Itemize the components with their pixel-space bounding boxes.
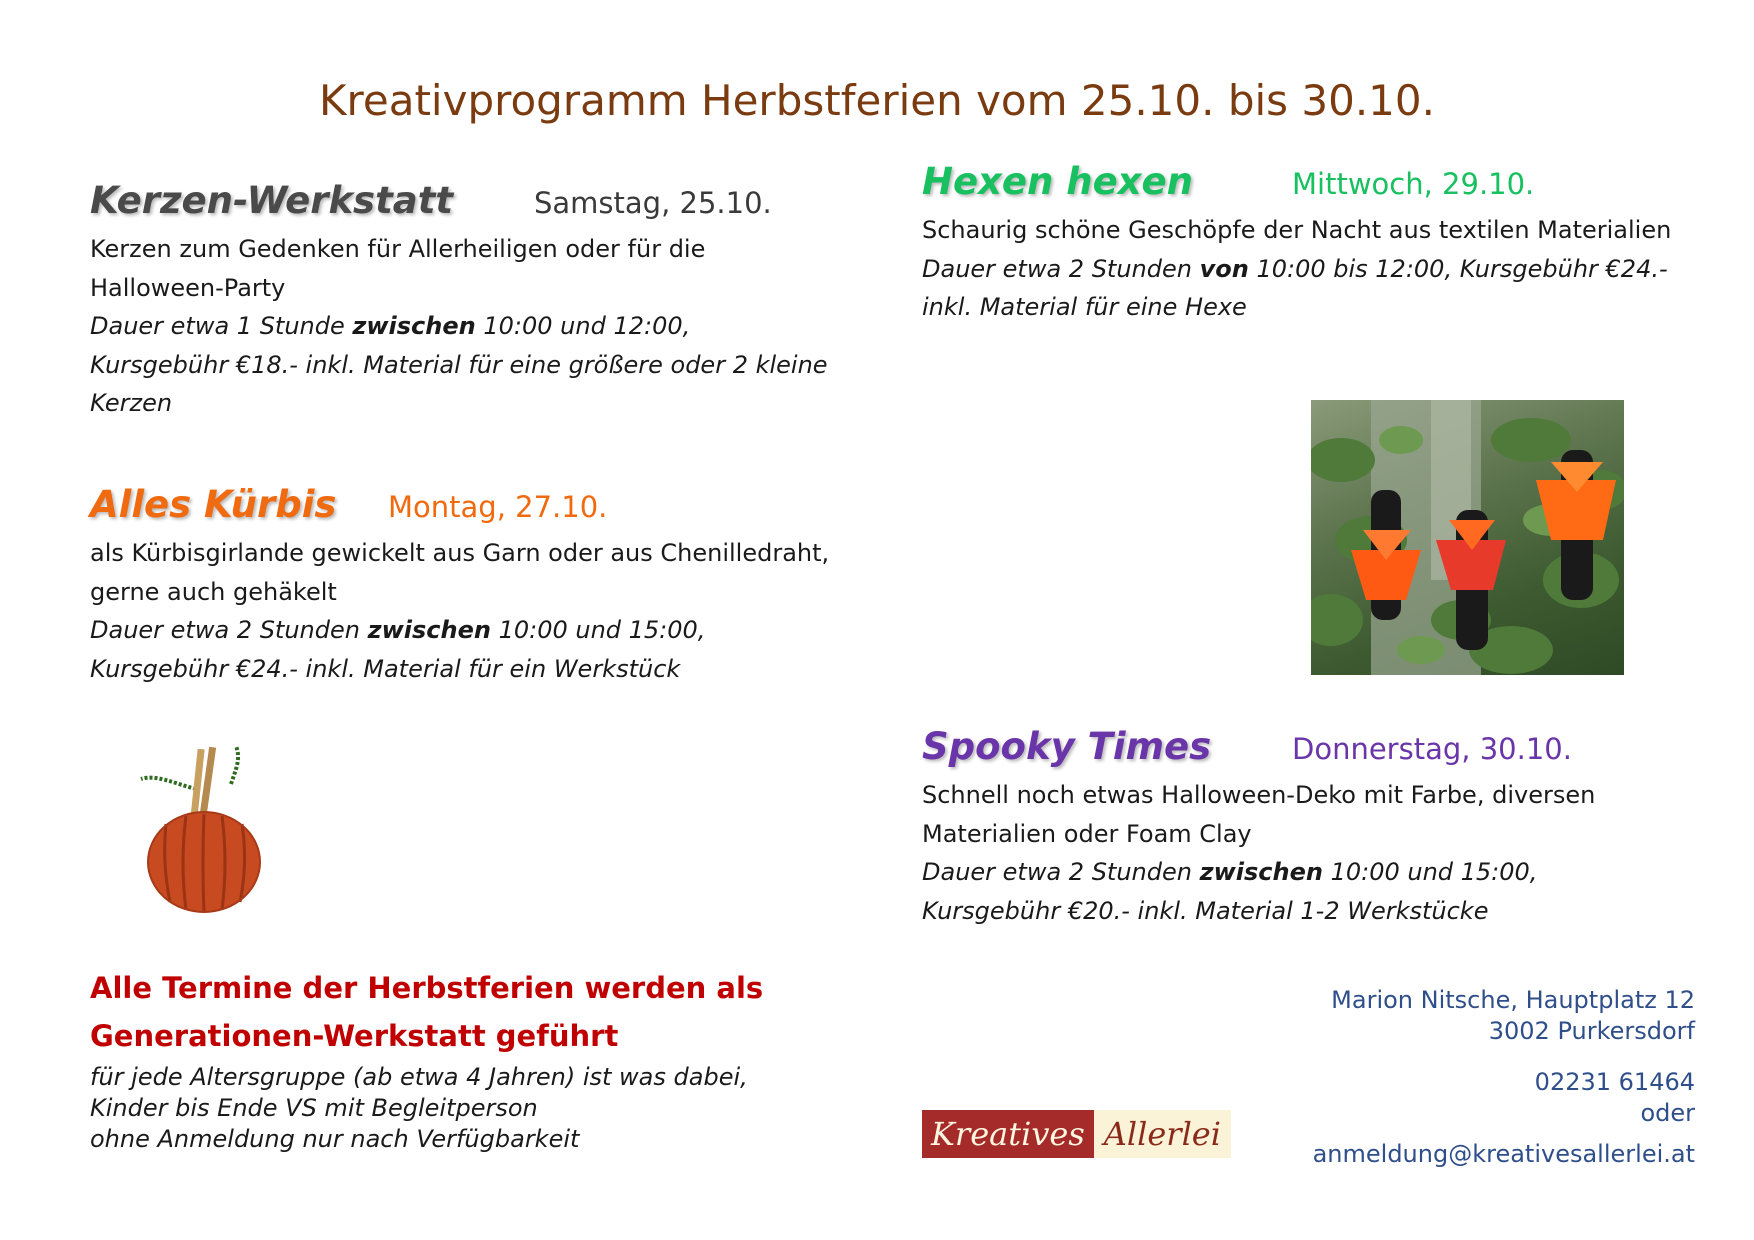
- phone-number[interactable]: 02231 61464: [1534, 1068, 1695, 1096]
- event-description: Schnell noch etwas Halloween-Deko mit Farbe, diversen Materialien oder Foam Clay: [922, 781, 1596, 848]
- event-date: Donnerstag, 30.10.: [1292, 732, 1572, 766]
- contact-block: [1313, 985, 1695, 1170]
- event-info: [922, 250, 1682, 327]
- event-date: Montag, 27.10.: [388, 490, 608, 524]
- event-description: als Kürbisgirlande gewickelt aus Garn oder aus Chenilledraht, gerne auch gehäkelt: [90, 539, 830, 606]
- event-hexen-hexen: [922, 155, 1682, 327]
- info-text: Dauer etwa 2 Stunden: [922, 254, 1200, 283]
- event-body: [922, 776, 1682, 930]
- email-link[interactable]: anmeldung@kreativesallerlei.at: [1312, 1140, 1695, 1168]
- event-date: Samstag, 25.10.: [534, 186, 772, 220]
- logo-part-1: Kreatives: [922, 1110, 1094, 1158]
- event-kerzen-werkstatt: [90, 174, 830, 423]
- address-line: 3002 Purkersdorf: [1488, 1017, 1695, 1045]
- event-info: [90, 307, 830, 423]
- page-title: Kreativprogramm Herbstferien vom 25.10. bis 30.10.: [319, 76, 1435, 125]
- pumpkin-image: [136, 744, 286, 919]
- notice-line: Kinder bis Ende VS mit Begleitperson: [90, 1094, 538, 1122]
- info-text: Dauer etwa 1 Stunde: [90, 312, 353, 340]
- info-emphasis: zwischen: [352, 312, 476, 340]
- event-alles-kuerbis: [90, 478, 830, 688]
- event-name: Kerzen-Werkstatt: [90, 179, 454, 222]
- info-text: 10:00 und 15:00, Kursgebühr €24.- inkl. Material für ein Werkstück: [90, 616, 706, 683]
- event-body: [90, 230, 830, 423]
- event-header: [90, 478, 830, 530]
- notice-line: für jede Altersgruppe (ab etwa 4 Jahren) ist was dabei,: [90, 1063, 748, 1091]
- event-body: [922, 211, 1682, 327]
- event-info: [90, 611, 830, 688]
- notice-line: ohne Anmeldung nur nach Verfügbarkeit: [90, 1125, 580, 1153]
- event-info: [922, 853, 1682, 930]
- generationen-notice: Alle Termine der Herbstferien werden als Generationen-Werkstatt geführt: [90, 971, 764, 1053]
- info-emphasis: von: [1199, 254, 1249, 283]
- event-spooky-times: [922, 720, 1682, 930]
- event-header: [90, 174, 830, 226]
- witches-illustration: [1311, 400, 1624, 675]
- notice-details: [90, 1062, 850, 1155]
- info-text: 10:00 und 12:00, Kursgebühr €18.- inkl. Material für eine größere oder 2 kleine Kerzen: [90, 312, 828, 417]
- witches-photo: [1311, 400, 1624, 675]
- info-emphasis: zwischen: [1199, 858, 1323, 886]
- info-emphasis: zwischen: [367, 616, 491, 644]
- event-description: Kerzen zum Gedenken für Allerheiligen oder für die Halloween-Party: [90, 235, 706, 302]
- kreatives-allerlei-logo: [922, 1110, 1231, 1158]
- info-text: 10:00 bis 12:00, Kursgebühr €24.- inkl. Material für eine Hexe: [922, 254, 1668, 321]
- address-line: Marion Nitsche, Hauptplatz 12: [1331, 986, 1695, 1014]
- info-text: 10:00 und 15:00, Kursgebühr €20.- inkl. Material 1-2 Werkstücke: [922, 858, 1538, 925]
- logo-part-2: Allerlei: [1094, 1110, 1231, 1158]
- event-header: [922, 720, 1682, 772]
- event-description: Schaurig schöne Geschöpfe der Nacht aus textilen Materialien: [922, 216, 1672, 244]
- or-text: oder: [1640, 1099, 1695, 1127]
- event-name: Hexen hexen: [922, 160, 1193, 203]
- event-date: Mittwoch, 29.10.: [1292, 167, 1535, 201]
- event-name: Alles Kürbis: [90, 483, 337, 526]
- event-header: [922, 155, 1682, 207]
- info-text: Dauer etwa 2 Stunden: [90, 616, 368, 644]
- event-body: [90, 534, 830, 688]
- event-name: Spooky Times: [922, 725, 1212, 768]
- info-text: Dauer etwa 2 Stunden: [922, 858, 1200, 886]
